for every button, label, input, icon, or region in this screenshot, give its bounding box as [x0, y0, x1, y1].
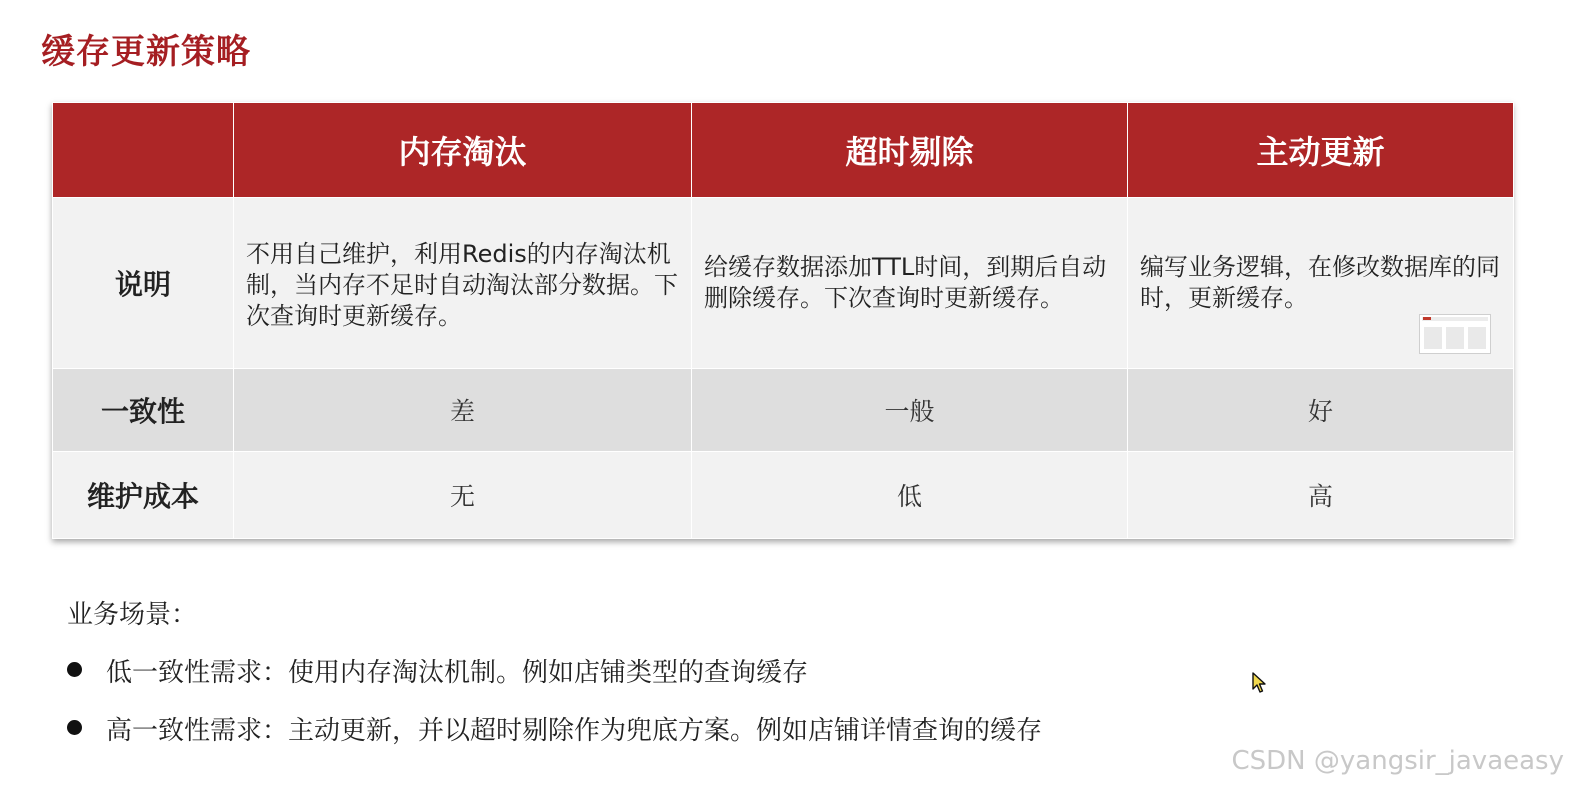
- cost-cell-active-update: 高: [1128, 452, 1514, 539]
- table-row-consistency: [53, 369, 1514, 452]
- table-row-description: [53, 198, 1514, 369]
- page-title: 缓存更新策略: [41, 32, 251, 72]
- table-row-maintenance-cost: [53, 452, 1514, 539]
- description-cell-timeout-removal: 给缓存数据添加TTL时间，到期后自动删除缓存。下次查询时更新缓存。: [692, 198, 1128, 369]
- description-cell-active-update: [1128, 198, 1514, 369]
- column-header-timeout-removal: 超时剔除: [692, 103, 1128, 198]
- scenario-item-text: 低一致性需求：使用内存淘汰机制。例如店铺类型的查询缓存: [106, 658, 809, 688]
- slide-thumbnail-icon[interactable]: [1419, 314, 1491, 354]
- scenario-item-low-consistency: [67, 652, 808, 689]
- bullet-dot-icon: [67, 720, 82, 735]
- consistency-cell-memory-eviction: 差: [234, 369, 692, 452]
- table-header-row: [53, 103, 1514, 198]
- csdn-watermark: CSDN @yangsir_javaeasy: [1231, 746, 1564, 776]
- row-header-consistency: 一致性: [53, 369, 234, 452]
- row-header-maintenance-cost: 维护成本: [53, 452, 234, 539]
- description-text-active-update: 编写业务逻辑，在修改数据库的同时，更新缓存。: [1140, 253, 1500, 312]
- description-cell-active-update-wrap: [1140, 252, 1503, 314]
- consistency-cell-timeout-removal: 一般: [692, 369, 1128, 452]
- scenario-item-text: 高一致性需求：主动更新，并以超时剔除作为兜底方案。例如店铺详情查询的缓存: [106, 716, 1043, 746]
- description-cell-memory-eviction: 不用自己维护，利用Redis的内存淘汰机制，当内存不足时自动淘汰部分数据。下次查询时更新缓存。: [234, 198, 692, 369]
- scenario-label: 业务场景：: [67, 600, 198, 630]
- consistency-cell-active-update: 好: [1128, 369, 1514, 452]
- column-header-memory-eviction: 内存淘汰: [234, 103, 692, 198]
- scenario-item-high-consistency: [67, 710, 1042, 747]
- bullet-dot-icon: [67, 662, 82, 677]
- row-header-description: 说明: [53, 198, 234, 369]
- cost-cell-timeout-removal: 低: [692, 452, 1128, 539]
- strategy-table: [52, 102, 1514, 539]
- mouse-cursor-icon: [1252, 672, 1266, 698]
- column-header-active-update: 主动更新: [1128, 103, 1514, 198]
- cost-cell-memory-eviction: 无: [234, 452, 692, 539]
- strategy-table-container: [52, 102, 1513, 539]
- table-corner-cell: [53, 103, 234, 198]
